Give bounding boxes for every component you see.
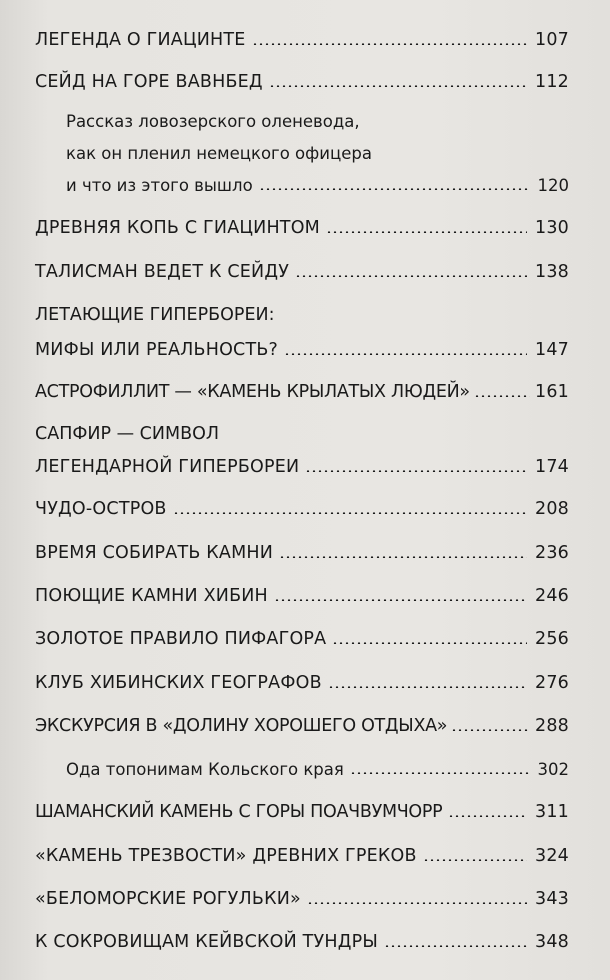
toc-entry-title-line: ЛЕГЕНДАРНОЙ ГИПЕРБОРЕИ [35, 457, 300, 477]
toc-entry [35, 889, 569, 909]
toc-entry [35, 382, 569, 402]
dot-leader [279, 556, 527, 558]
toc-entry-title: ПОЮЩИЕ КАМНИ ХИБИН [35, 586, 268, 606]
toc-entry-title: К СОКРОВИЩАМ КЕЙВСКОЙ ТУНДРЫ [35, 932, 379, 952]
toc-entry-page: 311 [534, 802, 569, 822]
toc-entry-title: ЗОЛОТОЕ ПРАВИЛО ПИФАГОРА [35, 629, 327, 649]
toc-entry-title-line: и что из этого вышло [66, 176, 253, 195]
toc-entry-title: СЕЙД НА ГОРЕ ВАВНБЕД [35, 72, 263, 92]
toc-entry [35, 673, 569, 693]
toc-entry [35, 802, 569, 822]
dot-leader [332, 642, 527, 644]
toc-entry [35, 586, 569, 606]
toc-entry-title: АСТРОФИЛЛИТ — «КАМЕНЬ КРЫЛАТЫХ ЛЮДЕЙ» [35, 382, 470, 402]
toc-entry [35, 629, 569, 649]
toc-entry-title: ТАЛИСМАН ВЕДЕТ К СЕЙДУ [35, 262, 290, 282]
toc-entry-line [35, 305, 275, 325]
toc-entry [66, 176, 569, 195]
toc-entry-title: ЧУДО-ОСТРОВ [35, 499, 167, 519]
toc-entry-page: 120 [537, 176, 569, 195]
dot-leader [259, 188, 530, 190]
toc-entry-title-line: ЛЕТАЮЩИЕ ГИПЕРБОРЕИ: [35, 305, 275, 325]
dot-leader [307, 902, 527, 904]
toc-entry-page: 130 [534, 218, 569, 238]
toc-entry-title-line: САПФИР — СИМВОЛ [35, 424, 220, 444]
toc-entry-line [35, 424, 219, 444]
toc-entry-page: 348 [534, 932, 569, 952]
dot-leader [295, 275, 527, 277]
toc-entry-page: 246 [534, 586, 569, 606]
dot-leader [274, 599, 527, 601]
toc-entry-title: ЭКСКУРСИЯ В «ДОЛИНУ ХОРОШЕГО ОТДЫХА» [35, 716, 448, 736]
toc-entry-line [66, 112, 360, 131]
toc-entry-title: «КАМЕНЬ ТРЕЗВОСТИ» ДРЕВНИХ ГРЕКОВ [35, 846, 417, 866]
toc-entry-page: 302 [537, 760, 569, 779]
toc-entry [35, 932, 569, 952]
toc-entry-page: 107 [534, 30, 569, 50]
dot-leader [451, 729, 530, 731]
dot-leader [423, 859, 527, 861]
toc-entry [35, 499, 569, 519]
toc-entry-page: 208 [534, 499, 569, 519]
toc-entry-title: ВРЕМЯ СОБИРАТЬ КАМНИ [35, 543, 274, 563]
dot-leader [326, 231, 527, 233]
toc-entry [35, 262, 569, 282]
toc-entry-page: 161 [534, 382, 569, 402]
toc-entry [35, 340, 569, 360]
toc-entry [35, 716, 569, 736]
toc-entry [35, 30, 569, 50]
toc-entry-page: 288 [534, 716, 569, 736]
toc-entry-page: 256 [534, 629, 569, 649]
toc-entry [35, 218, 569, 238]
toc-entry [35, 457, 569, 477]
toc-entry [35, 846, 569, 866]
toc-entry-page: 138 [534, 262, 569, 282]
toc-entry-page: 174 [534, 457, 569, 477]
dot-leader [173, 512, 527, 514]
dot-leader [350, 772, 530, 774]
toc-entry-title-line: МИФЫ ИЛИ РЕАЛЬНОСТЬ? [35, 340, 279, 360]
toc-entry-title: ШАМАНСКИЙ КАМЕНЬ С ГОРЫ ПОАЧВУМЧОРР [35, 802, 443, 822]
toc-entry-page: 276 [534, 673, 569, 693]
toc-entry-title: ДРЕВНЯЯ КОПЬ С ГИАЦИНТОМ [35, 218, 320, 238]
dot-leader [328, 686, 527, 688]
toc-entry-page: 236 [534, 543, 569, 563]
dot-leader [284, 353, 527, 355]
toc-entry-page: 324 [534, 846, 569, 866]
toc-entry-title-line: как он пленил немецкого офицера [66, 144, 372, 163]
toc-entry-page: 343 [534, 889, 569, 909]
toc-entry-title-line: Рассказ ловозерского оленевода, [66, 112, 360, 131]
toc-entry [66, 760, 569, 779]
dot-leader [305, 470, 527, 472]
toc-entry-title: «БЕЛОМОРСКИЕ РОГУЛЬКИ» [35, 889, 301, 909]
toc-entry-page: 112 [534, 72, 569, 92]
toc-entry-title: Ода топонимам Кольского края [66, 760, 344, 779]
toc-entry-page: 147 [534, 340, 569, 360]
toc-entry-title: ЛЕГЕНДА О ГИАЦИНТЕ [35, 30, 246, 50]
toc-entry [35, 543, 569, 563]
toc-entry-line [66, 144, 372, 163]
toc-entry [35, 72, 569, 92]
dot-leader [448, 815, 527, 817]
dot-leader [252, 43, 527, 45]
dot-leader [474, 395, 530, 397]
toc-entry-title: КЛУБ ХИБИНСКИХ ГЕОГРАФОВ [35, 673, 322, 693]
dot-leader [384, 945, 527, 947]
dot-leader [269, 85, 527, 87]
